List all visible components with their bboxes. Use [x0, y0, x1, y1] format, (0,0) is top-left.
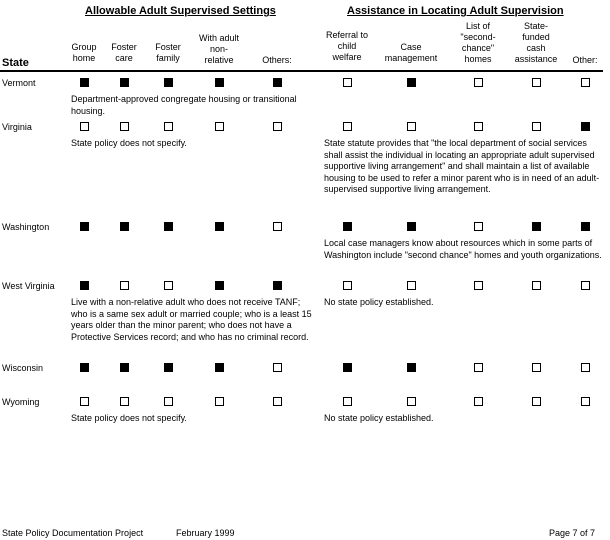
state-name: Virginia — [2, 122, 32, 132]
checked-box — [273, 78, 282, 87]
unchecked-box — [120, 122, 129, 131]
column-header: List of "second- chance" homes — [460, 21, 496, 64]
unchecked-box — [164, 281, 173, 290]
checked-box — [273, 281, 282, 290]
state-name: Wyoming — [2, 397, 40, 407]
assistance-note: No state policy established. — [324, 297, 434, 307]
assistance-note: Local case managers know about resources which in some parts of Washington include "second chance" homes and youth organizations. — [324, 238, 602, 260]
unchecked-box — [343, 122, 352, 131]
unchecked-box — [120, 397, 129, 406]
unchecked-box — [407, 397, 416, 406]
unchecked-box — [215, 397, 224, 406]
checked-box — [407, 363, 416, 372]
unchecked-box — [532, 281, 541, 290]
checked-box — [80, 363, 89, 372]
footer-date: February 1999 — [176, 528, 235, 538]
column-header: With adult non- relative — [198, 33, 240, 65]
column-header: Referral to child welfare — [325, 30, 369, 62]
unchecked-box — [343, 78, 352, 87]
unchecked-box — [581, 363, 590, 372]
state-name: Vermont — [2, 78, 36, 88]
settings-note: Department-approved congregate housing or transitional housing. — [71, 94, 297, 116]
column-header: Other: — [572, 55, 598, 65]
settings-note: Live with a non-relative adult who does not receive TANF; who is a same sex adult or married couple; who is a least 15 years older than the minor parent; who does not have a Protective Services record; and who has no criminal record. — [71, 297, 312, 342]
checked-box — [407, 78, 416, 87]
unchecked-box — [581, 78, 590, 87]
unchecked-box — [474, 281, 483, 290]
unchecked-box — [474, 363, 483, 372]
unchecked-box — [343, 281, 352, 290]
header-rule — [0, 70, 603, 72]
checked-box — [80, 281, 89, 290]
checked-box — [120, 363, 129, 372]
assistance-group-heading: Assistance in Locating Adult Supervision — [347, 5, 564, 17]
footer-page: Page 7 of 7 — [549, 528, 596, 538]
unchecked-box — [215, 122, 224, 131]
column-header: Foster family — [155, 42, 181, 63]
settings-note: State policy does not specify. — [71, 138, 187, 148]
state-name: West Virginia — [2, 281, 55, 291]
settings-note: State policy does not specify. — [71, 413, 187, 423]
checked-box — [80, 222, 89, 231]
state-name: Wisconsin — [2, 363, 44, 373]
checked-box — [215, 78, 224, 87]
footer-project: State Policy Documentation Project — [2, 528, 144, 538]
unchecked-box — [407, 122, 416, 131]
assistance-note: No state policy established. — [324, 413, 434, 423]
state-name: Washington — [2, 222, 50, 232]
unchecked-box — [532, 363, 541, 372]
unchecked-box — [80, 397, 89, 406]
unchecked-box — [273, 122, 282, 131]
unchecked-box — [120, 281, 129, 290]
checked-box — [120, 222, 129, 231]
unchecked-box — [343, 397, 352, 406]
unchecked-box — [273, 363, 282, 372]
assistance-note: State statute provides that "the local department of social services shall assist the individual in locating an appropriate adult supervised supportive living arrangement" and shall maintain a list of available housing to be used to refer a minor parent who is in need of an adult-supervised supportive living arrangement. — [324, 138, 600, 194]
unchecked-box — [581, 281, 590, 290]
unchecked-box — [80, 122, 89, 131]
checked-box — [215, 281, 224, 290]
column-header: Case management — [384, 42, 438, 63]
settings-group-heading: Allowable Adult Supervised Settings — [85, 5, 276, 17]
unchecked-box — [273, 222, 282, 231]
unchecked-box — [474, 122, 483, 131]
checked-box — [215, 222, 224, 231]
checked-box — [215, 363, 224, 372]
column-header: State- funded cash assistance — [514, 21, 558, 64]
unchecked-box — [164, 122, 173, 131]
unchecked-box — [581, 397, 590, 406]
checked-box — [164, 78, 173, 87]
unchecked-box — [474, 397, 483, 406]
checked-box — [164, 222, 173, 231]
checked-box — [532, 222, 541, 231]
checked-box — [581, 122, 590, 131]
column-header: Foster care — [111, 42, 137, 63]
checked-box — [80, 78, 89, 87]
column-header: Others: — [262, 55, 292, 65]
unchecked-box — [532, 78, 541, 87]
unchecked-box — [474, 78, 483, 87]
checked-box — [164, 363, 173, 372]
state-column-header: State — [2, 57, 29, 69]
checked-box — [407, 222, 416, 231]
unchecked-box — [273, 397, 282, 406]
unchecked-box — [407, 281, 416, 290]
checked-box — [120, 78, 129, 87]
unchecked-box — [164, 397, 173, 406]
column-header: Group home — [71, 42, 97, 63]
unchecked-box — [532, 122, 541, 131]
unchecked-box — [474, 222, 483, 231]
checked-box — [343, 222, 352, 231]
checked-box — [581, 222, 590, 231]
unchecked-box — [532, 397, 541, 406]
checked-box — [343, 363, 352, 372]
